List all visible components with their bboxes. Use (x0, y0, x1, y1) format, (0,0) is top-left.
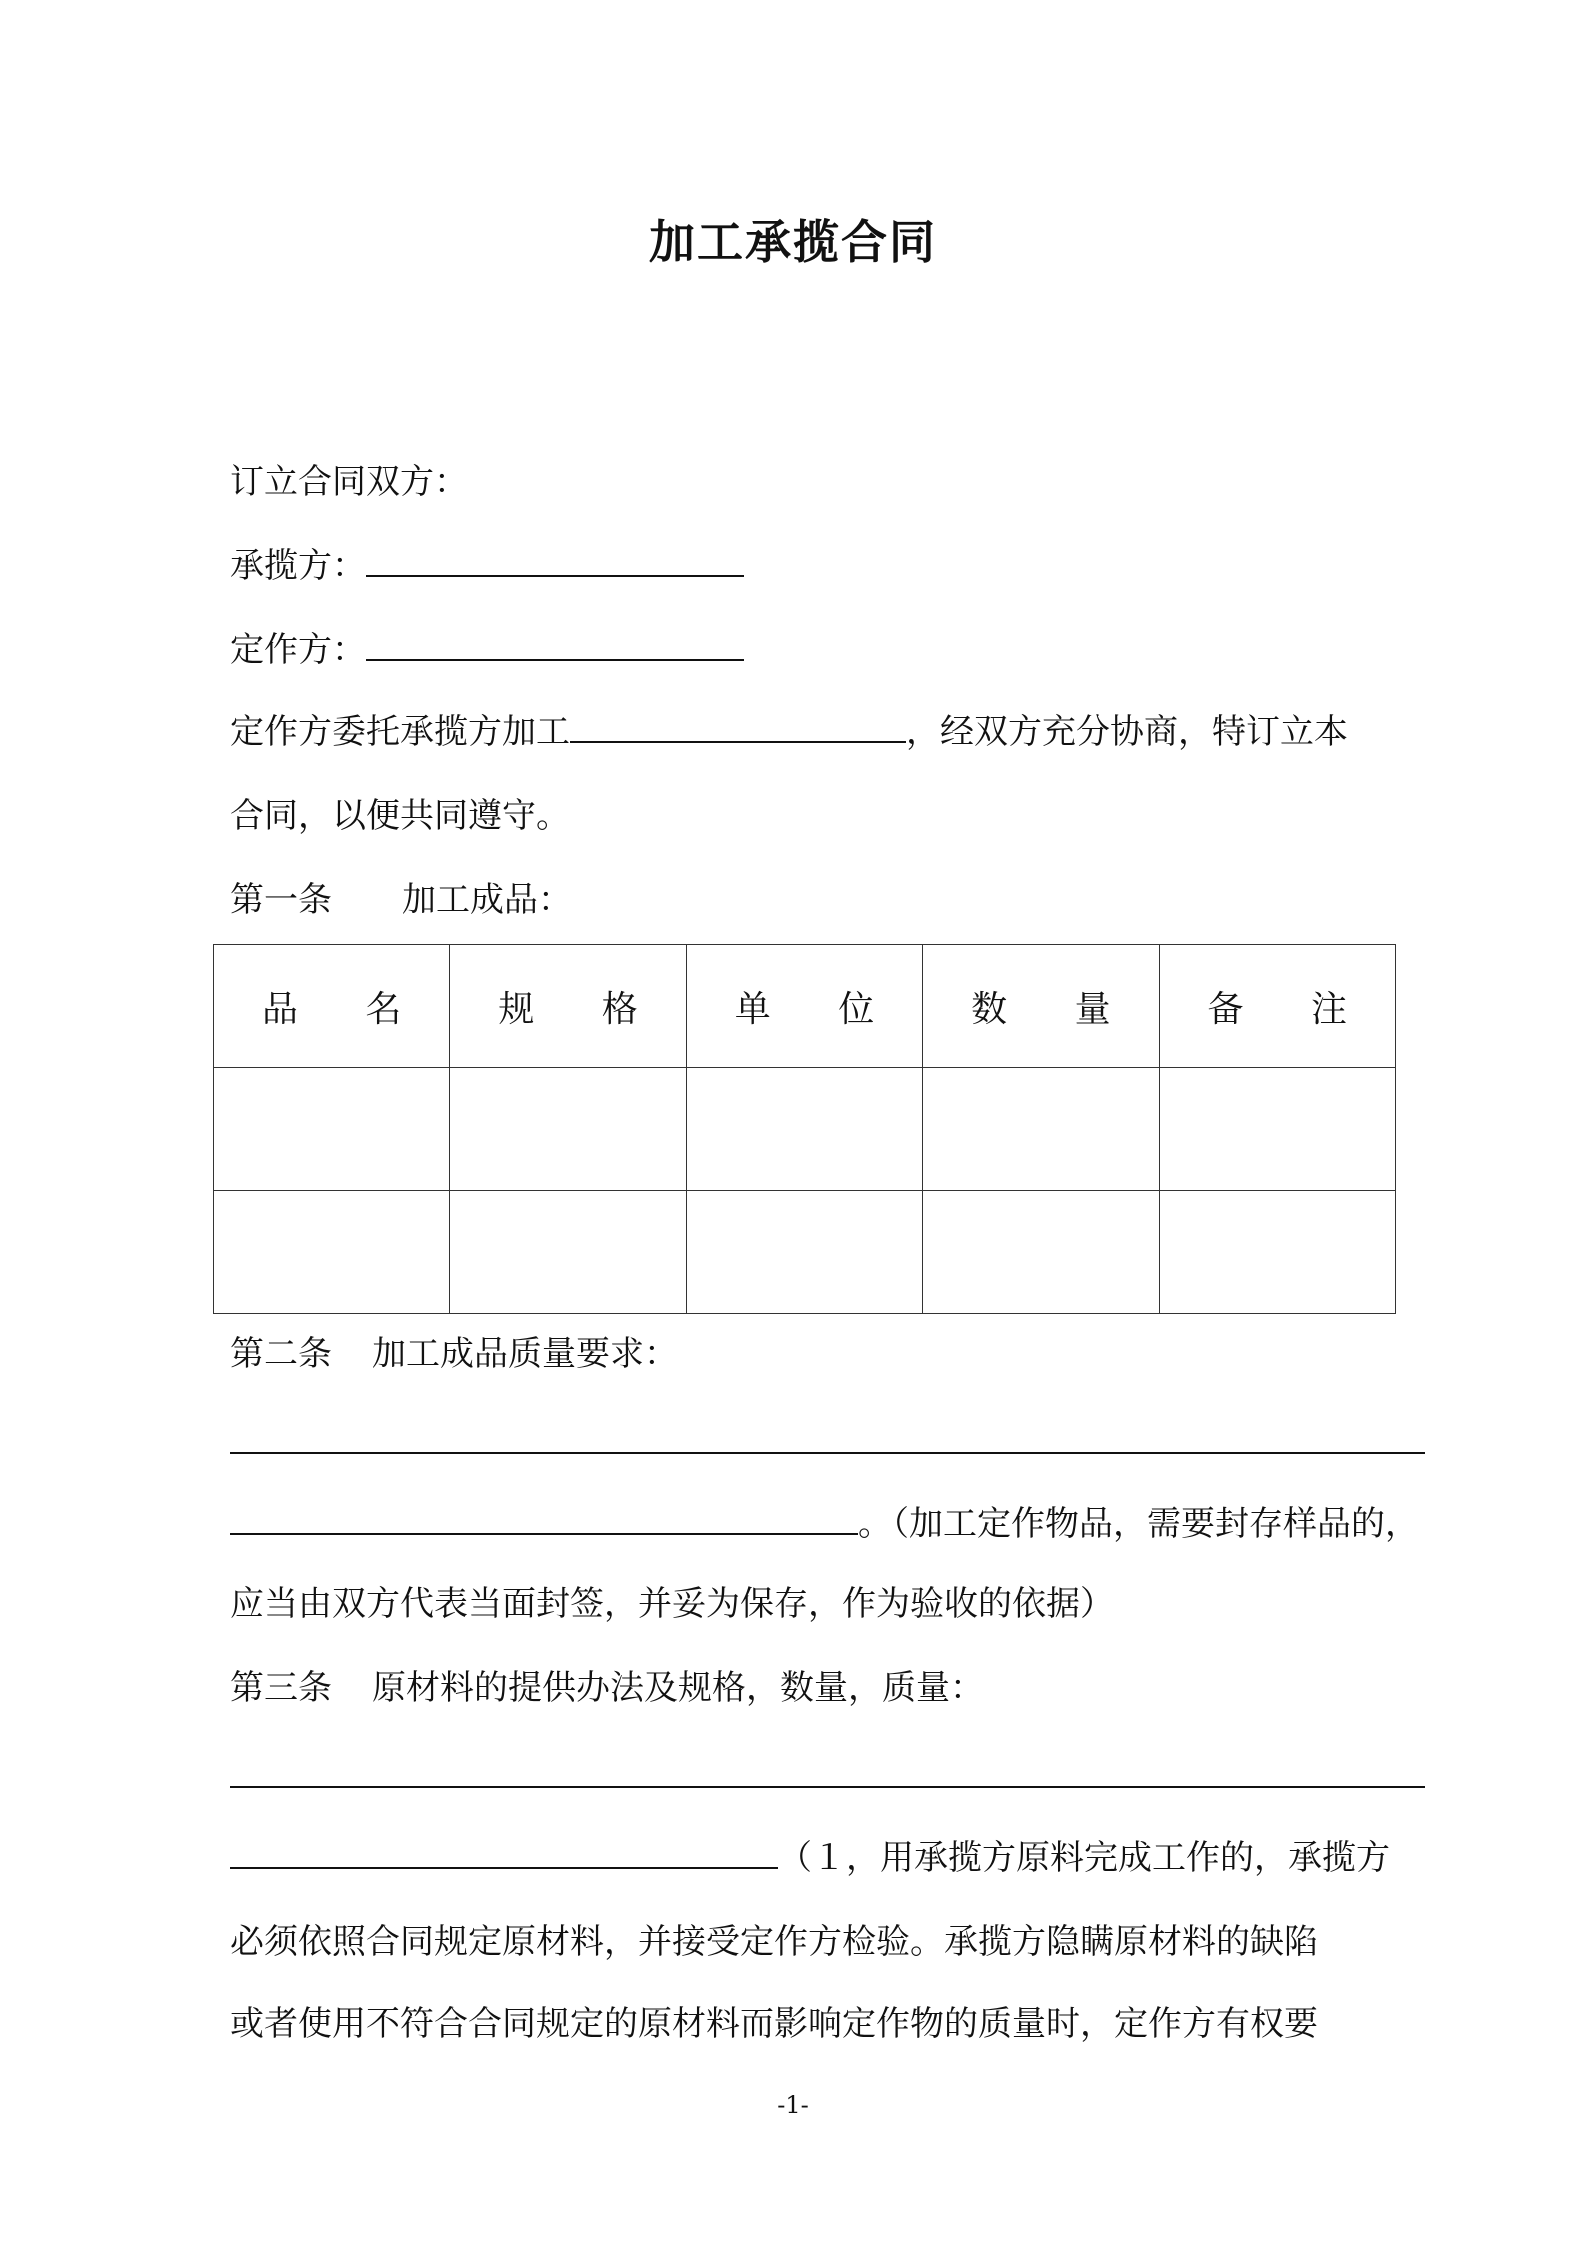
article1-heading (230, 876, 572, 924)
article2-number: 第二条 (230, 1334, 332, 1374)
contractor-line (230, 542, 744, 590)
materials-blank-2[interactable] (230, 1837, 778, 1869)
table-cell[interactable] (1159, 1068, 1395, 1191)
article3-note-part1: （１，用承揽方原料完成工作的，承揽方 (778, 1838, 1390, 1878)
contractor-label: 承揽方： (230, 546, 366, 586)
table-header-row (214, 945, 1396, 1068)
article2-title: 加工成品质量要求： (372, 1334, 678, 1374)
table-cell[interactable] (214, 1191, 450, 1314)
article2-note-line-2: 应当由双方代表当面封签，并妥为保存，作为验收的依据） (230, 1584, 1114, 1624)
table-cell[interactable] (1159, 1191, 1395, 1314)
article1-title: 加工成品： (402, 880, 572, 920)
quality-requirements-blank-2[interactable] (230, 1503, 858, 1535)
intro-prefix: 定作方委托承揽方加工 (230, 712, 570, 752)
client-line (230, 626, 744, 674)
table-cell[interactable] (450, 1068, 686, 1191)
contractor-blank[interactable] (366, 545, 744, 577)
materials-blank-1[interactable] (230, 1786, 1425, 1788)
article1-number: 第一条 (230, 880, 332, 920)
article3-note-line-1 (230, 1834, 1390, 1882)
table-cell[interactable] (450, 1191, 686, 1314)
header-specification: 规 格 (450, 945, 686, 1068)
table-cell[interactable] (923, 1191, 1159, 1314)
intro-line-1 (230, 708, 1348, 756)
article2-note-part1: 。（加工定作物品，需要封存样品的， (858, 1504, 1419, 1544)
article2-heading (230, 1330, 678, 1378)
article3-note-line-3: 或者使用不符合合同规定的原材料而影响定作物的质量时，定作方有权要 (230, 2004, 1318, 2044)
table-row (214, 1068, 1396, 1191)
page-number: -1- (777, 2091, 809, 2119)
table-row (214, 1191, 1396, 1314)
article3-number: 第三条 (230, 1668, 332, 1708)
header-remarks: 备 注 (1159, 945, 1395, 1068)
table-cell[interactable] (686, 1191, 922, 1314)
article2-note-line-1 (230, 1500, 1419, 1548)
processing-item-blank[interactable] (570, 711, 906, 743)
table-cell[interactable] (923, 1068, 1159, 1191)
article3-heading (230, 1664, 984, 1712)
header-product-name: 品 名 (214, 945, 450, 1068)
header-quantity: 数 量 (923, 945, 1159, 1068)
client-label: 定作方： (230, 630, 366, 670)
quality-requirements-blank-1[interactable] (230, 1452, 1425, 1454)
parties-heading: 订立合同双方： (230, 462, 468, 502)
document-title: 加工承揽合同 (649, 215, 937, 269)
header-unit: 单 位 (686, 945, 922, 1068)
intro-suffix: ，经双方充分协商，特订立本 (906, 712, 1348, 752)
article3-note-line-2: 必须依照合同规定原材料，并接受定作方检验。承揽方隐瞒原材料的缺陷 (230, 1922, 1318, 1962)
table-cell[interactable] (686, 1068, 922, 1191)
article3-title: 原材料的提供办法及规格，数量，质量： (372, 1668, 984, 1708)
table-cell[interactable] (214, 1068, 450, 1191)
intro-line-2: 合同，以便共同遵守。 (230, 796, 570, 836)
product-table (213, 944, 1396, 1314)
client-blank[interactable] (366, 629, 744, 661)
